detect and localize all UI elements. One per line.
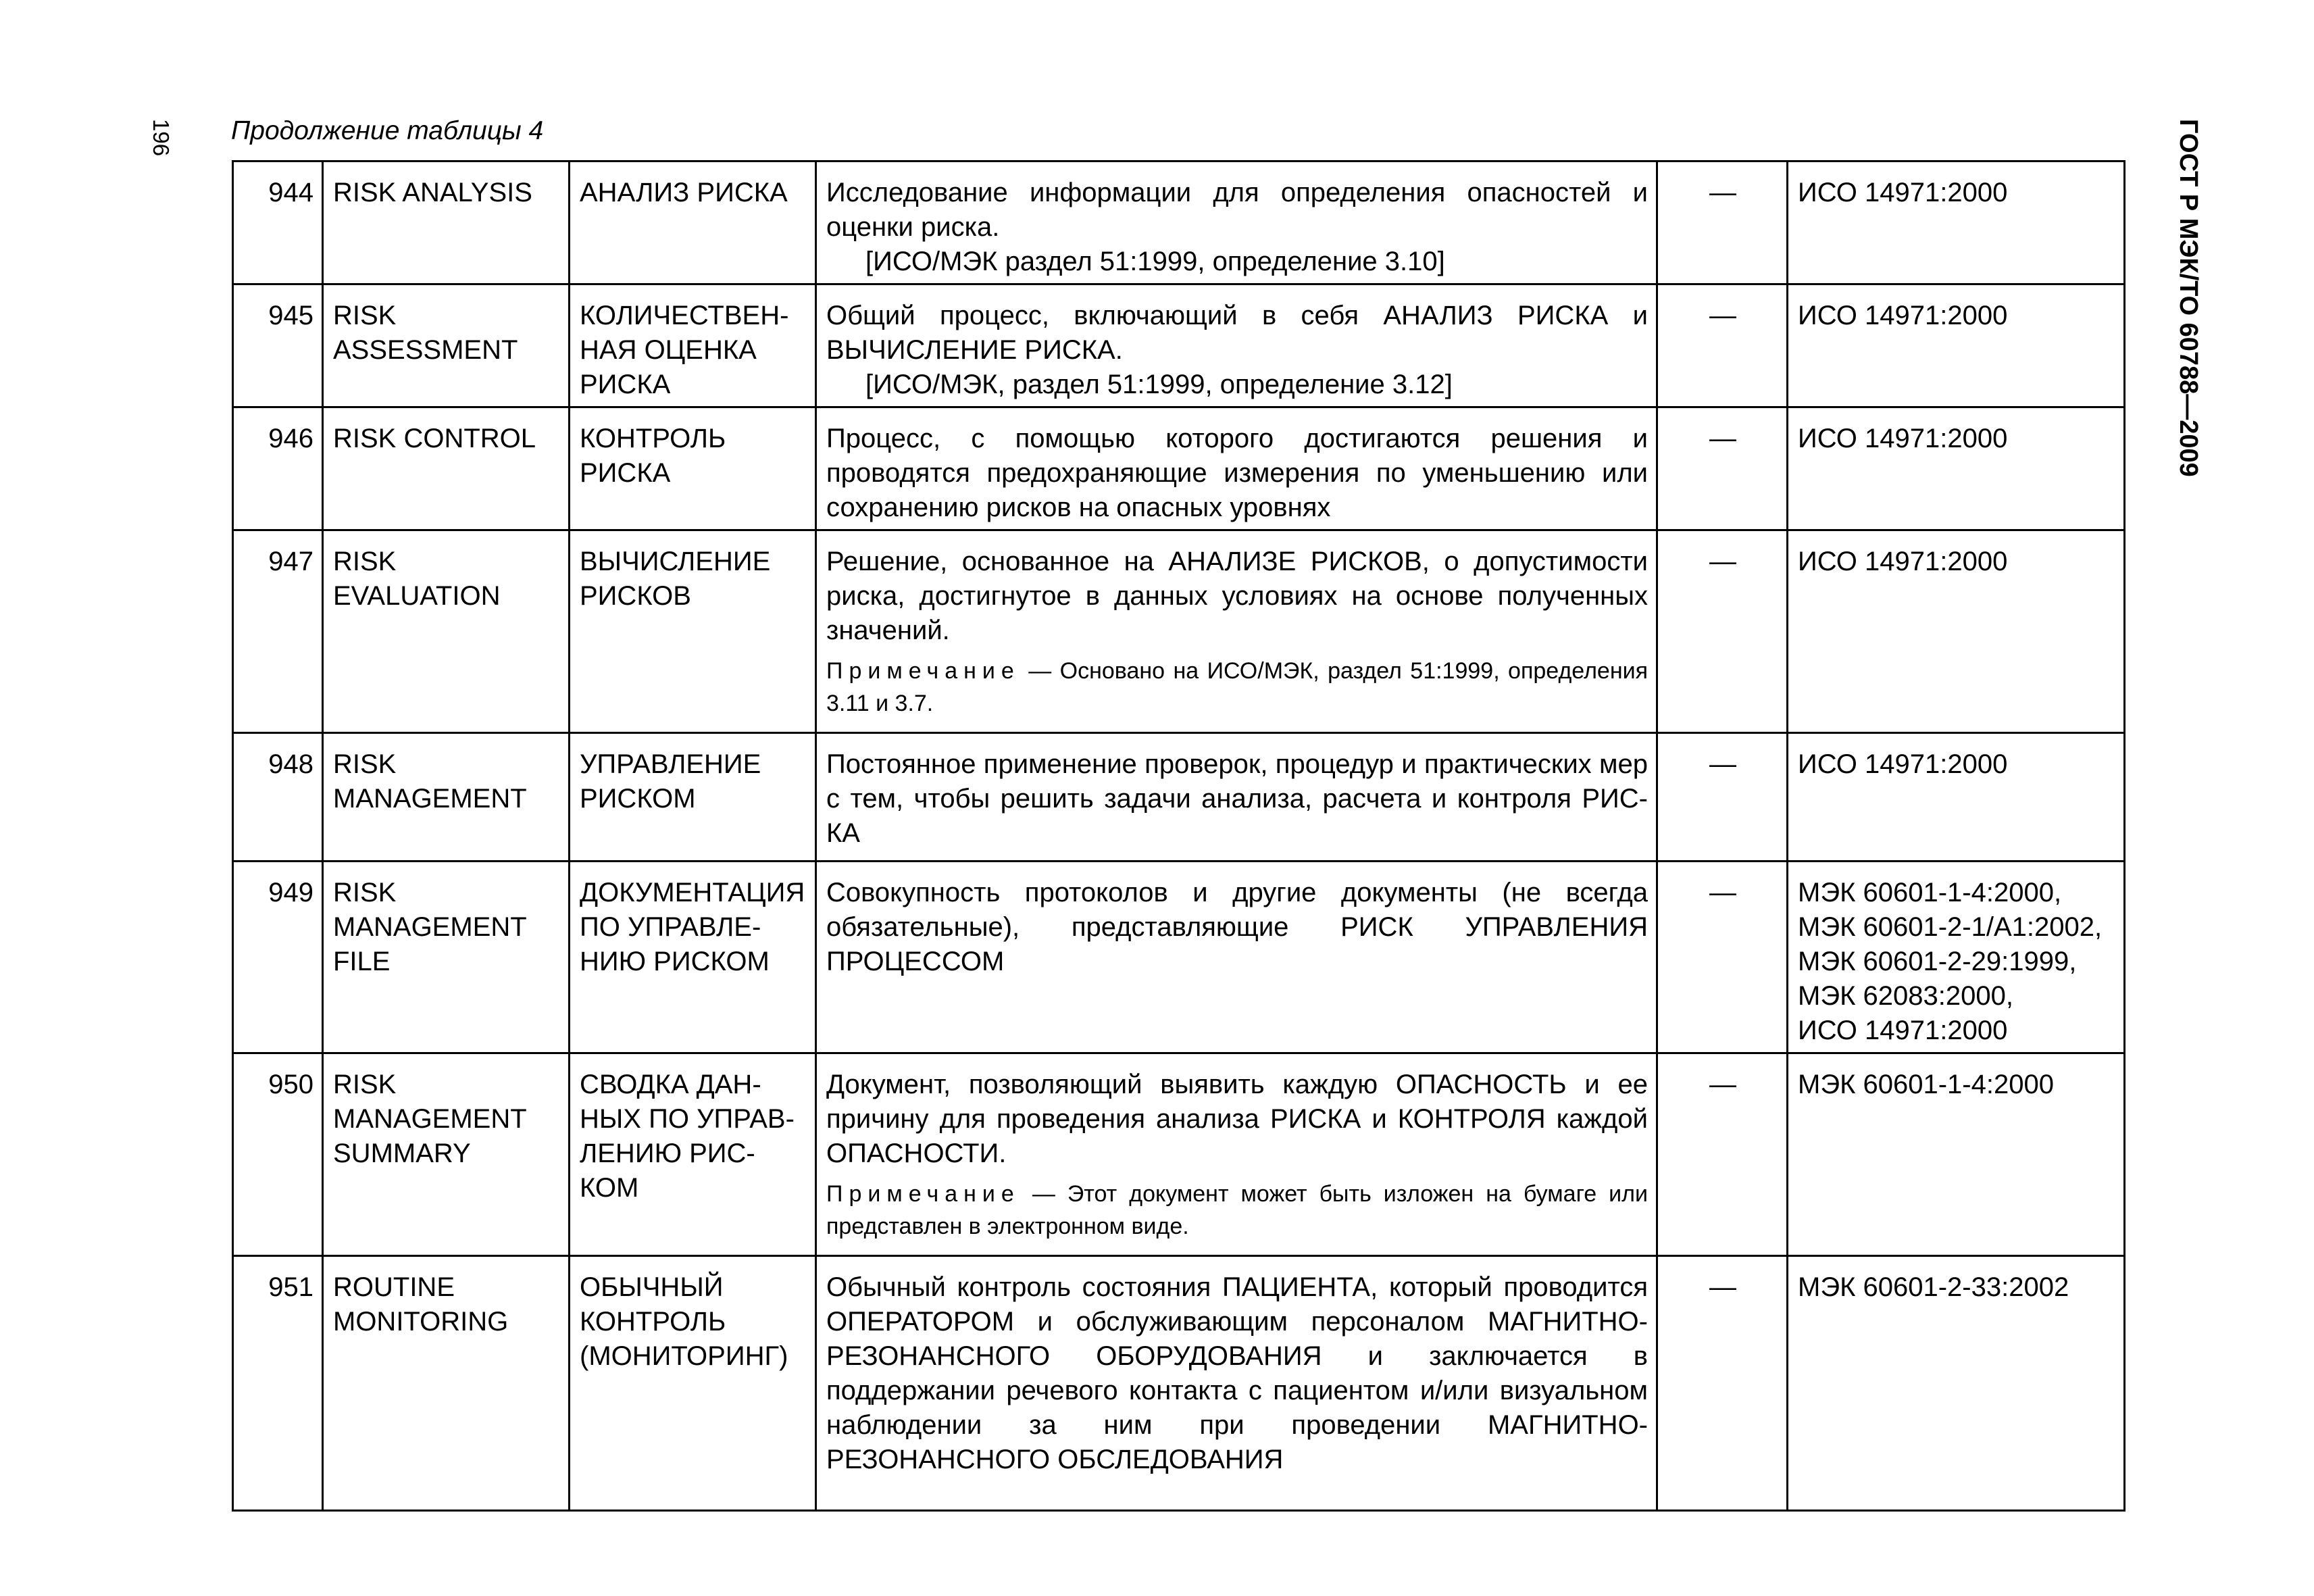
term-definition — [816, 161, 1657, 284]
term-definition — [816, 733, 1657, 862]
term-number: 951 — [233, 1256, 323, 1511]
definition-text: Общий процесс, включающий в себя АНАЛИЗ РИСКА и ВЫЧИСЛЕНИЕ РИСКА. — [826, 301, 1648, 365]
term-number: 949 — [233, 862, 323, 1053]
source-standard: ИСО 14971:2000 — [1788, 530, 2125, 733]
dash-cell: — — [1657, 284, 1788, 407]
term-number: 946 — [233, 407, 323, 530]
dash-cell: — — [1657, 161, 1788, 284]
term-definition — [816, 284, 1657, 407]
definition-text: Постоянное применение проверок, процедур и практических мер с тем, чтобы решить задачи анализа, расчета и контроля РИС-КА — [826, 749, 1648, 848]
table-row — [233, 407, 2125, 530]
definition-note — [826, 1178, 1648, 1243]
english-term: ROUTINE MONITORING — [323, 1256, 570, 1511]
english-term: RISK CONTROL — [323, 407, 570, 530]
term-definition — [816, 862, 1657, 1053]
table-row — [233, 530, 2125, 733]
page-number: 196 — [149, 119, 174, 157]
english-term: RISK ASSESSMENT — [323, 284, 570, 407]
english-term: RISK EVALUATION — [323, 530, 570, 733]
dash-cell: — — [1657, 530, 1788, 733]
source-standard: МЭК 60601-2-33:2002 — [1788, 1256, 2125, 1511]
russian-term: КОНТРОЛЬ РИСКА — [570, 407, 816, 530]
note-text: — Этот документ может быть изложен на бумаге или представлен в электронном виде. — [826, 1181, 1648, 1239]
source-standard: ИСО 14971:2000 — [1788, 733, 2125, 862]
term-definition — [816, 407, 1657, 530]
definition-note — [826, 655, 1648, 720]
note-label: Примечание — [826, 1181, 1020, 1207]
definition-text: Решение, основанное на АНАЛИЗЕ РИСКОВ, о допустимости риска, достигнутое в данных условиях на основе полученных значений. — [826, 547, 1648, 645]
terms-table — [232, 160, 2126, 1512]
definition-reference: [ИСО/МЭК раздел 51:1999, определение 3.10] — [865, 247, 1445, 276]
table-row — [233, 1256, 2125, 1511]
definition-text: Обычный контроль состояния ПАЦИЕНТА, который проводится ОПЕРАТОРОМ и обслуживающим персоналом МАГНИТНО-РЕЗОНАНСНОГО ОБОРУДОВАНИЯ и заключается в поддержании речевого контакта с пациентом и/или визуальном наблюдении за ним при проведении МАГНИТНО-РЕЗОНАНСНОГО ОБСЛЕДОВАНИЯ — [826, 1272, 1648, 1474]
english-term: RISK ANALYSIS — [323, 161, 570, 284]
table-caption: Продолжение таблицы 4 — [231, 116, 544, 145]
term-number: 950 — [233, 1053, 323, 1256]
definition-text: Совокупность протоколов и другие документы (не всегда обязательные), представляющие РИСК УПРАВЛЕНИЯ ПРОЦЕССОМ — [826, 878, 1648, 976]
term-number: 948 — [233, 733, 323, 862]
document-header: ГОСТ Р МЭК/ТО 60788—2009 — [2174, 119, 2203, 477]
term-number: 947 — [233, 530, 323, 733]
table-row — [233, 1053, 2125, 1256]
term-number: 944 — [233, 161, 323, 284]
russian-term: ВЫЧИСЛЕНИЕ РИСКОВ — [570, 530, 816, 733]
term-definition — [816, 530, 1657, 733]
definition-text: Процесс, с помощью которого достигаются решения и проводятся предохраняющие измерения по уменьшению или сохранению рисков на опасных уровнях — [826, 424, 1648, 522]
source-standard: ИСО 14971:2000 — [1788, 407, 2125, 530]
table-row — [233, 733, 2125, 862]
source-standard: МЭК 60601-1-4:2000, МЭК 60601-2-1/А1:2002, МЭК 60601-2-29:1999, МЭК 62083:2000, ИСО 14971:2000 — [1788, 862, 2125, 1053]
russian-term: АНАЛИЗ РИСКА — [570, 161, 816, 284]
note-text: — Основано на ИСО/МЭК, раздел 51:1999, определения 3.11 и 3.7. — [826, 658, 1648, 716]
source-standard: ИСО 14971:2000 — [1788, 284, 2125, 407]
russian-term: СВОДКА ДАН-НЫХ ПО УПРАВ-ЛЕНИЮ РИС-КОМ — [570, 1053, 816, 1256]
note-label: Примечание — [826, 658, 1020, 684]
term-definition — [816, 1256, 1657, 1511]
russian-term: УПРАВЛЕНИЕ РИСКОМ — [570, 733, 816, 862]
source-standard: МЭК 60601-1-4:2000 — [1788, 1053, 2125, 1256]
table-row — [233, 161, 2125, 284]
russian-term: ДОКУМЕНТАЦИЯ ПО УПРАВЛЕ-НИЮ РИСКОМ — [570, 862, 816, 1053]
dash-cell: — — [1657, 407, 1788, 530]
english-term: RISK MANAGEMENT — [323, 733, 570, 862]
english-term: RISK MANAGEMENT FILE — [323, 862, 570, 1053]
dash-cell: — — [1657, 862, 1788, 1053]
source-standard: ИСО 14971:2000 — [1788, 161, 2125, 284]
table-row — [233, 284, 2125, 407]
term-number: 945 — [233, 284, 323, 407]
definition-text: Исследование информации для определения опасностей и оценки риска. — [826, 178, 1648, 242]
dash-cell: — — [1657, 1256, 1788, 1511]
definition-reference: [ИСО/МЭК, раздел 51:1999, определение 3.12] — [865, 370, 1453, 399]
russian-term: КОЛИЧЕСТВЕН-НАЯ ОЦЕНКА РИСКА — [570, 284, 816, 407]
definition-text: Документ, позволяющий выявить каждую ОПАСНОСТЬ и ее причину для проведения анализа РИСКА и КОНТРОЛЯ каждой ОПАСНОСТИ. — [826, 1070, 1648, 1168]
english-term: RISK MANAGEMENT SUMMARY — [323, 1053, 570, 1256]
russian-term: ОБЫЧНЫЙ КОНТРОЛЬ (МОНИТОРИНГ) — [570, 1256, 816, 1511]
term-definition — [816, 1053, 1657, 1256]
table-row — [233, 862, 2125, 1053]
dash-cell: — — [1657, 1053, 1788, 1256]
dash-cell: — — [1657, 733, 1788, 862]
